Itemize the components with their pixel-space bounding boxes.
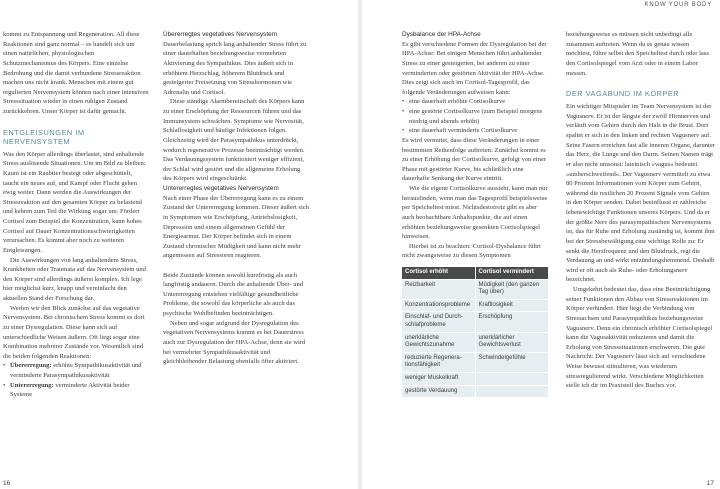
bullet-list <box>3 361 149 400</box>
table-row <box>402 279 548 299</box>
page-gutter <box>358 0 362 489</box>
right-page-column-2 <box>566 30 716 391</box>
table-row <box>402 385 548 397</box>
right-page-column-1 <box>402 30 548 397</box>
table-cell: Schwindelgefühle <box>475 352 548 372</box>
table-cell: weniger Muskelkraft <box>402 372 475 385</box>
paragraph: Nach einer Phase der Übererregung kann es zu einem Zustand der Untererregung kommen. Dieser äußert sich in Symptomen wie Erschöpfung, Antriebslosigkeit, Depression und einem allgemeinen Gefühl der Energiearmut. Der Körper befindet sich in einem Zustand chronischer Müdigkeit und kann nicht mehr angemessen auf Stressoren reagieren. <box>163 194 309 260</box>
table-cell: Einschlaf- und Durchschlafprobleme <box>402 312 475 332</box>
table-cell: unerklärliche Gewichtszunahme <box>402 332 475 352</box>
term: Untererregung: <box>10 381 54 389</box>
definition: erhöhte Sympathikusaktivität und verminderte Parasympathikusaktivität <box>10 362 142 379</box>
table-cell <box>475 385 548 397</box>
paragraph: beziehungsweise es müssen nicht unbedingt alle zusammen auftreten. Wenn du es genau wissen möchtest, führe selbst den Speicheltest durch oder lass den Cortisolspiegel vom Arzt oder in einem Labor messen. <box>566 31 709 77</box>
subheading: Übererregtes vegetatives Nervensystem <box>163 31 278 38</box>
paragraph: kommt zu Entspannung und Regeneration. All diese Reaktionen sind ganz normal – es handelt sich um einen natürlichen, physiologischen Schutzmechanismus des Körpers. Eine einzelne Bedrohung und die damit verbundene Stressreaktion machen uns nicht krank. Menschen mit einem gut regulierten Nervensystem können nach einer intensiven Stresssituation wieder in einen ruhigen Zustand zurückkehren. Unser Körper ist dafür gemacht. <box>3 31 149 115</box>
table-row <box>402 332 548 352</box>
paragraph: Werfen wir den Blick zunächst auf das vegetative Nervensystem. Bei chronischem Stress kommt es dort zu einer Dysregulation. Diese kann sich auf unterschiedliche Weisen äußern. Oft liegt sogar eine Kombination mehrerer Zustände vor. Wesentlich sind die beiden folgenden Reaktionen: <box>3 304 145 360</box>
paragraph: Was den Körper allerdings überlastet, sind anhaltende Stress auslösende Situationen. Um im Bild zu bleiben: Kaum ist ein Raubtier besiegt oder abgeschüttelt, taucht ein neues auf, und Kampf oder Flucht gehen ewig weiter. Dann werden die Auswirkungen der Stressreaktion auf den gesamten Körper zu belastend und kehren zum Teil die Wirkung sogar um. Fördert Cortisol zum Beispiel die Konzentration, kann hohes Cortisol auf Dauer Konzentrationsschwierigkeiten verursachen. Es kommt aber noch zu weiteren Entgleisungen. <box>3 150 146 254</box>
paragraph: Diese ständige Alarmbereitschaft des Körpers kann zu einer Erschöpfung der Ressourcen führen und das Immunsystem schwächen. Symptome wie Nervosität, Schlaflosigkeit und häufige Infektionen folgen. Gleichzeitig wird der Parasympathikus unterdrückt, wodurch regenerative Prozesse beeinträchtigt werden. Das Verdauungssystem funktioniert weniger effizient, der Schlaf wird gestört und die allgemeine Erholung des Körpers wird eingeschränkt. <box>163 98 305 183</box>
table-row <box>402 352 548 372</box>
section-heading: DER VAGABUND IM KÖRPER <box>566 89 680 99</box>
table-cell: Erschöpfung <box>475 312 548 332</box>
table-cell: Kraftlosigkeit <box>475 299 548 312</box>
table-cell: unerklärlicher Gewichtsverlust <box>475 332 548 352</box>
table-row <box>402 312 548 332</box>
table-header-row <box>402 267 548 279</box>
paragraph: Dauerbelastung sprich lang anhaltender Stress führt zu einer dauerhaften beziehungsweise vermehrten Aktivierung des Sympathikus. Dies äußert sich in erhöhtem Herzschlag, höherem Blutdruck und gesteigerter Freisetzung von Stresshormonen wie Adrenalin und Cortisol. <box>163 40 307 96</box>
table-cell <box>475 372 548 385</box>
term: Übererregung: <box>10 362 52 370</box>
paragraph: Es wird vermutet, dass diese Veränderungen in einer bestimmten Reihenfolge auftreten: Zunächst kommt es zu einer Erhöhung der Cortisolkurve, gefolgt von einer Phase mit gestörter Kurve, bis schließlich eine dauerhafte Senkung der Kurve eintritt. <box>402 136 546 183</box>
table-cell: Reizbarkeit <box>402 279 475 299</box>
table-cell: Konzentrationsprobleme <box>402 299 475 312</box>
table-cell: reduzierte Regenerationsfähigkeit <box>402 352 475 372</box>
table-header-cell: Cortisol vermindert <box>475 267 548 279</box>
subheading: Untererregtes vegetatives Nervensystem <box>163 185 279 192</box>
page-number-left: 16 <box>3 480 11 487</box>
paragraph: Umgekehrt bedeutet das, dass eine Beeinträchtigung seiner Funktionen den Abbau von Stressreaktionen im Körper verhindert. Hier liegt die Verbindung von Stressachsen und Parasympathikus beziehungsweise Vagusnerv. Denn ein chronisch erhöhter Cortisolspiegel kann die Vagusaktivität reduzieren und damit die Erholung von Stresssituationen erschweren. Die gute Nachricht: Der Vagusnerv lässt sich auf verschiedene Weise bewusst stimulieren, was wiederum stressregulierend wirkt. Verschiedene Möglichkeiten stelle ich dir im Praxisteil des Buches vor. <box>566 286 713 390</box>
page-number-right: 17 <box>706 480 714 487</box>
list-item <box>3 361 149 380</box>
left-page-column-2 <box>163 30 309 367</box>
subheading: Dysbalance der HPA-Achse <box>402 31 481 38</box>
paragraph: Hierbei ist zu beachten: Cortisol-Dysbalance führt nicht zwangsweise zu diesen Symptomen <box>402 242 541 260</box>
table-row <box>402 299 548 312</box>
bullet-list <box>402 97 548 136</box>
definition: verminderte Aktivität beider Systeme <box>10 381 130 399</box>
paragraph: Es gibt verschiedene Formen der Dysregulation bei der HPA-Achse: Bei einigen Menschen führt anhaltender Stress zu einer gesteigerten, bei anderen zu einer verminderten oder gestörten Aktivität der HPA-Achse. Dies zeigt sich auch im Cortisol-Tagesprofil, das folgende Veränderungen aufweisen kann: <box>402 40 547 96</box>
running-head: KNOW YOUR BODY <box>644 2 712 8</box>
section-heading: ENTGLEISUNGEN IM NERVENSYSTEM <box>3 127 85 146</box>
paragraph: Die Auswirkungen von lang anhaltendem Stress, Krankheiten oder Traumata auf das Nervensystem und den Körper sind allerdings äußerst komplex. Ich lege hier möglichst kurz, knapp und vereinfacht den aktuellen Stand der Forschung dar. <box>3 256 146 302</box>
cortisol-table <box>402 267 548 397</box>
list-item: • eine gestörte Cortisolkurve (zum Beispiel morgens niedrig und abends erhöht) <box>402 107 548 126</box>
paragraph: Wie die eigene Cortisolkurve aussieht, kann man nur herausfinden, wenn man das Tagesprofil beispielsweise per Speicheltest misst. Nichtsdestotrotz gibt es aber auch beobachtbare Anhaltspunkte, die auf einen erhöhten beziehungsweise gesenkten Cortisolspiegel hinweisen. <box>402 185 548 241</box>
list-item <box>3 381 149 400</box>
paragraph: Neben und sogar aufgrund der Dysregulation des vegetativen Nervensystems kommt es bei Dauerstress auch zur Dysregulation der HPA-Achse, denn sie wird bei vermehrter Sympathikusaktivität und gleichbleibender Belastung ebenfalls öfter aktiviert. <box>163 319 306 366</box>
table-header-cell: Cortisol erhöht <box>402 267 475 279</box>
list-item: • eine dauerhaft verminderte Cortisolkurve <box>402 126 548 136</box>
paragraph: Ein wichtiger Mitspieler im Team Nervensystem ist der Vagusnerv. Er ist der längste der zwölf Hirnnerven und verläuft vom Gehirn durch den Hals in die Brust. Dort spaltet er sich in den linken und rechten Vagusnerv auf. Seine Fasern erreichen fast alle inneren Organe, darunter das Herz, die Lunge und den Darm. Seinen Namen trägt er also nicht umsonst: lateinisch »vagus« bedeutet »umherschweifend«. Der Vagusnerv vermittelt zu etwa 80 Prozent Informationen vom Körper zum Gehirn, während die restlichen 20 Prozent Signale vom Gehirn in den Körper senden. Dabei beeinflusst er zahlreiche lebenswichtige Funktionen unseres Körpers. Und da er der größte Nerv des parasympathischen Nervensystems ist, das für Ruhe und Erholung zuständig ist, kommt ihm bei der Stressbewältigung eine wichtige Rolle zu: Er senkt die Herzfrequenz und den Blutdruck, regt die Verdauung an und wirkt entzündungshemmend. Deshalb wird er oft auch als Ruhe- oder Erholungsnerv bezeichnet. <box>566 103 715 284</box>
table-row <box>402 372 548 385</box>
list-item: • eine dauerhaft erhöhte Cortisolkurve <box>402 97 548 107</box>
table-cell: Müdigkeit (den ganzen Tag über) <box>475 279 548 299</box>
table-cell: gestörte Verdauung <box>402 385 475 397</box>
paragraph: Beide Zustände können sowohl kurzfristig als auch langfristig andauern. Durch die anhaltende Über- und Untererregung entstehen vielfältige gesundheitliche Probleme, die sowohl das körperliche als auch das psychische Wohlbefinden beeinträchtigen. <box>163 271 304 318</box>
left-page-column-1 <box>3 30 149 400</box>
